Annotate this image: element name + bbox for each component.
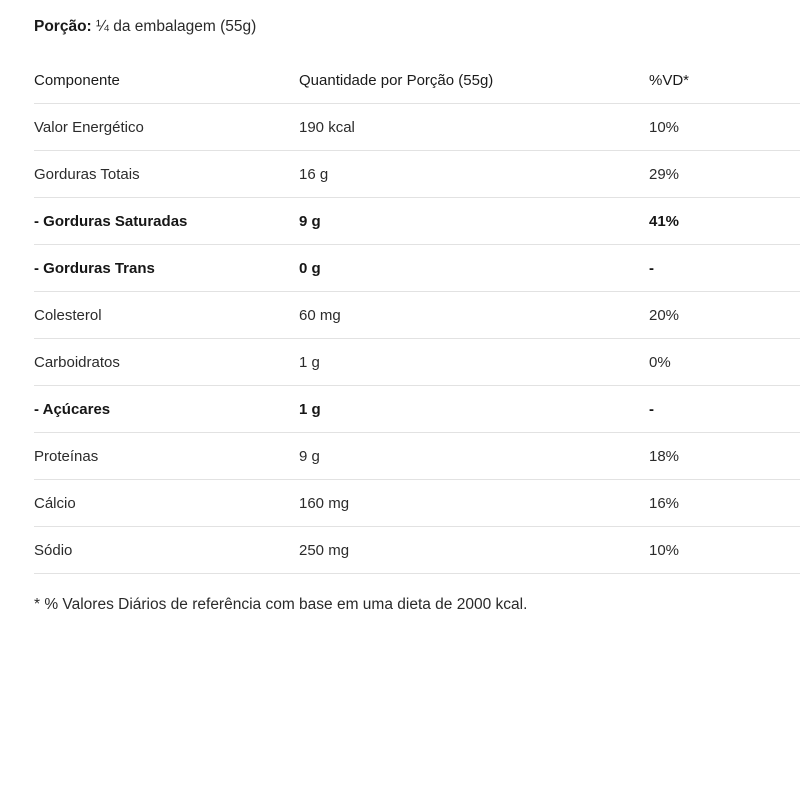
row-amount: 1 g <box>299 339 649 386</box>
row-component: - Açúcares <box>34 386 299 433</box>
row-daily-value: 18% <box>649 433 800 480</box>
row-daily-value: 10% <box>649 104 800 151</box>
row-daily-value: 0% <box>649 339 800 386</box>
row-component: Valor Energético <box>34 104 299 151</box>
footnote: * % Valores Diários de referência com base em uma dieta de 2000 kcal. <box>34 596 528 613</box>
row-amount: 16 g <box>299 151 649 198</box>
row-amount: 9 g <box>299 198 649 245</box>
row-amount: 9 g <box>299 433 649 480</box>
header-amount: Quantidade por Porção (55g) <box>299 57 649 104</box>
row-component: Proteínas <box>34 433 299 480</box>
portion-value: ¼ da embalagem (55g) <box>91 18 257 35</box>
row-amount: 1 g <box>299 386 649 433</box>
row-amount: 0 g <box>299 245 649 292</box>
table-row <box>34 386 800 433</box>
header-component: Componente <box>34 57 299 104</box>
row-daily-value: 41% <box>649 198 800 245</box>
table-row <box>34 198 800 245</box>
row-daily-value: 29% <box>649 151 800 198</box>
row-component: - Gorduras Saturadas <box>34 198 299 245</box>
row-component: - Gorduras Trans <box>34 245 299 292</box>
row-component: Carboidratos <box>34 339 299 386</box>
table-row <box>34 245 800 292</box>
row-component: Colesterol <box>34 292 299 339</box>
nutrition-table <box>34 57 800 574</box>
row-component: Sódio <box>34 527 299 574</box>
row-daily-value: 10% <box>649 527 800 574</box>
row-amount: 250 mg <box>299 527 649 574</box>
table-row <box>34 480 800 527</box>
row-component: Gorduras Totais <box>34 151 299 198</box>
portion-line <box>34 16 256 38</box>
table-row <box>34 433 800 480</box>
row-daily-value: 20% <box>649 292 800 339</box>
row-amount: 190 kcal <box>299 104 649 151</box>
row-amount: 60 mg <box>299 292 649 339</box>
table-row <box>34 292 800 339</box>
row-daily-value: 16% <box>649 480 800 527</box>
portion-label: Porção: <box>34 18 92 35</box>
table-row <box>34 104 800 151</box>
row-daily-value: - <box>649 245 800 292</box>
table-header-row <box>34 57 800 104</box>
row-daily-value: - <box>649 386 800 433</box>
row-component: Cálcio <box>34 480 299 527</box>
table-row <box>34 339 800 386</box>
table-row <box>34 527 800 574</box>
table-row <box>34 151 800 198</box>
header-daily-value: %VD* <box>649 57 800 104</box>
row-amount: 160 mg <box>299 480 649 527</box>
